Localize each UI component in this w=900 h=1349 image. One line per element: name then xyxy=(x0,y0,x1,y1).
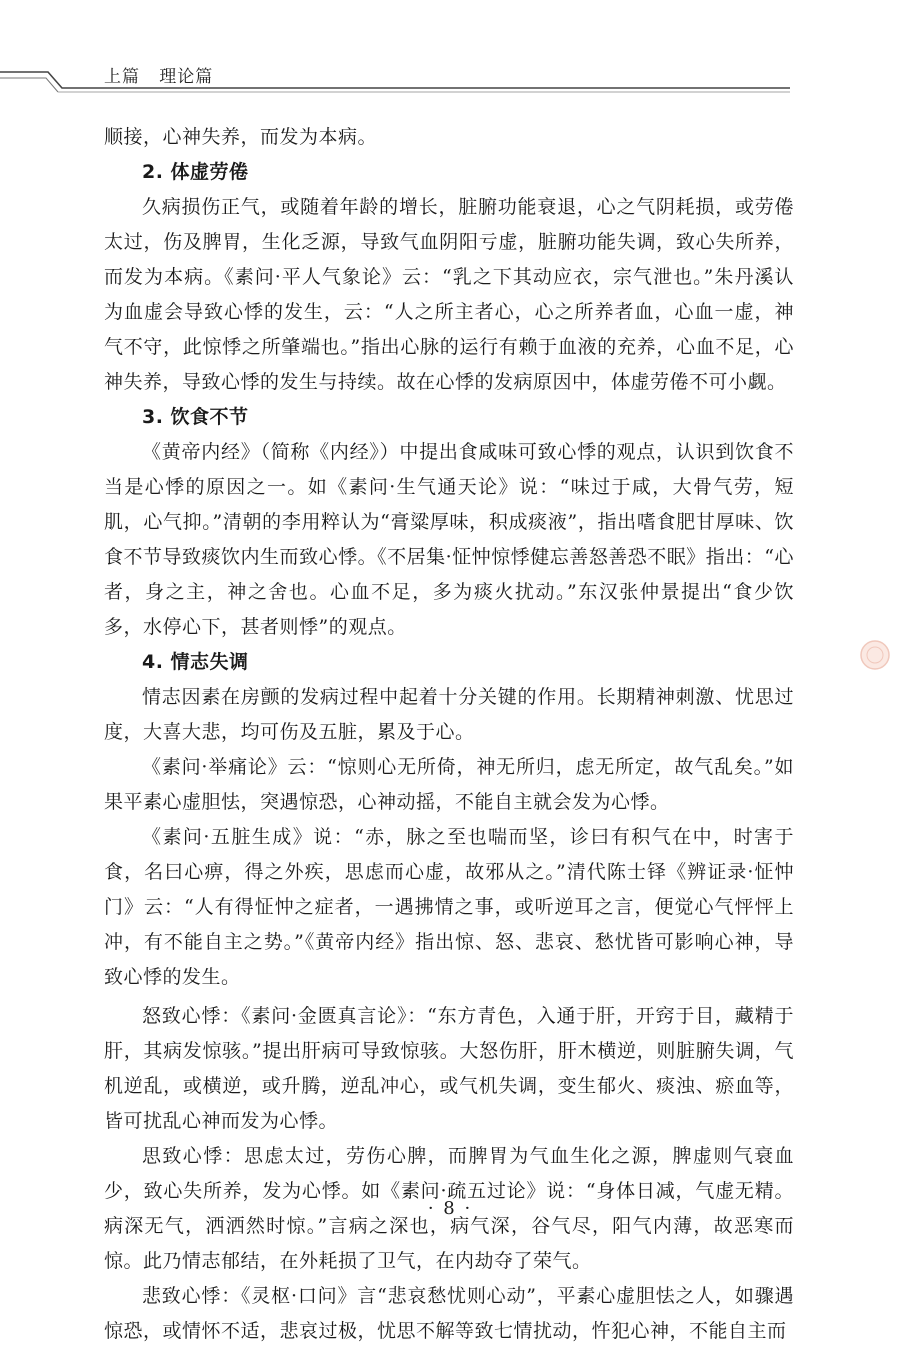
page-number: · 8 · xyxy=(427,1198,473,1219)
paragraph: 顺接，心神失养，而发为本病。 xyxy=(104,126,378,148)
side-stamp-icon xyxy=(858,638,892,672)
page-body xyxy=(104,120,794,1349)
paragraph: 悲致心悸：《灵枢·口问》言“悲哀愁忧则心动”，平素心虚胆怯之人，如骤遇惊恐，或情怀不适，悲哀过极，忧思不解等致七情扰动，忤犯心神，不能自主而 xyxy=(104,1285,794,1342)
paragraph: 怒致心悸：《素问·金匮真言论》：“东方青色，入通于肝，开窍于目，藏精于肝，其病发惊骇。”提出肝病可导致惊骇。大怒伤肝，肝木横逆，则脏腑失调，气机逆乱，或横逆，或升腾，逆乱冲心，或气机失调，变生郁火、痰浊、瘀血等，皆可扰乱心神而发为心悸。 xyxy=(104,1005,794,1132)
section-heading: 3. 饮食不节 xyxy=(142,406,249,428)
paragraph: 《黄帝内经》（简称《内经》）中提出食咸味可致心悸的观点，认识到饮食不当是心悸的原因之一。如《素问·生气通天论》说：“味过于咸，大骨气劳，短肌，心气抑。”清朝的李用粹认为“膏粱厚味，积成痰液”，指出嗜食肥甘厚味、饮食不节导致痰饮内生而致心悸。《不居集·怔忡惊悸健忘善怒善恐不眠》指出：“心者，身之主，神之舍也。心血不足，多为痰火扰动。”东汉张仲景提出“食少饮多，水停心下，甚者则悸”的观点。 xyxy=(104,441,794,638)
page-header xyxy=(0,0,900,100)
section-heading: 2. 体虚劳倦 xyxy=(142,161,249,183)
paragraph: 思致心悸：思虑太过，劳伤心脾，而脾胃为气血生化之源，脾虚则气衰血少，致心失所养，发为心悸。如《素问·疏五过论》说：“身体日减，气虚无精。病深无气，洒洒然时惊。”言病之深也，病气深，谷气尽，阳气内薄，故恶寒而惊。此乃情志郁结，在外耗损了卫气，在内劫夺了荣气。 xyxy=(104,1145,794,1272)
paragraph: 情志因素在房颤的发病过程中起着十分关键的作用。长期精神刺激、忧思过度，大喜大悲，均可伤及五脏，累及于心。 xyxy=(104,686,794,743)
section-heading: 4. 情志失调 xyxy=(142,651,249,673)
paragraph: 《素问·五脏生成》说：“赤，脉之至也喘而坚，诊曰有积气在中，时害于食，名曰心痹，得之外疾，思虑而心虚，故邪从之。”清代陈士铎《辨证录·怔忡门》云：“人有得怔忡之症者，一遇拂情之事，或听逆耳之言，便觉心气怦怦上冲，有不能自主之势。”《黄帝内经》指出惊、怒、悲哀、愁忧皆可影响心神，导致心悸的发生。 xyxy=(104,826,794,988)
paragraph: 《素问·举痛论》云：“惊则心无所倚，神无所归，虑无所定，故气乱矣。”如果平素心虚胆怯，突遇惊恐，心神动摇，不能自主就会发为心悸。 xyxy=(104,756,794,813)
running-head: 上篇 理论篇 xyxy=(104,67,214,87)
paragraph: 久病损伤正气，或随着年龄的增长，脏腑功能衰退，心之气阴耗损，或劳倦太过，伤及脾胃，生化乏源，导致气血阴阳亏虚，脏腑功能失调，致心失所养，而发为本病。《素问·平人气象论》云：“乳之下其动应衣，宗气泄也。”朱丹溪认为血虚会导致心悸的发生，云：“人之所主者心，心之所养者血，心血一虚，神气不守，此惊悸之所肇端也。”指出心脉的运行有赖于血液的充养，心血不足，心神失养，导致心悸的发生与持续。故在心悸的发病原因中，体虚劳倦不可小觑。 xyxy=(104,196,794,393)
